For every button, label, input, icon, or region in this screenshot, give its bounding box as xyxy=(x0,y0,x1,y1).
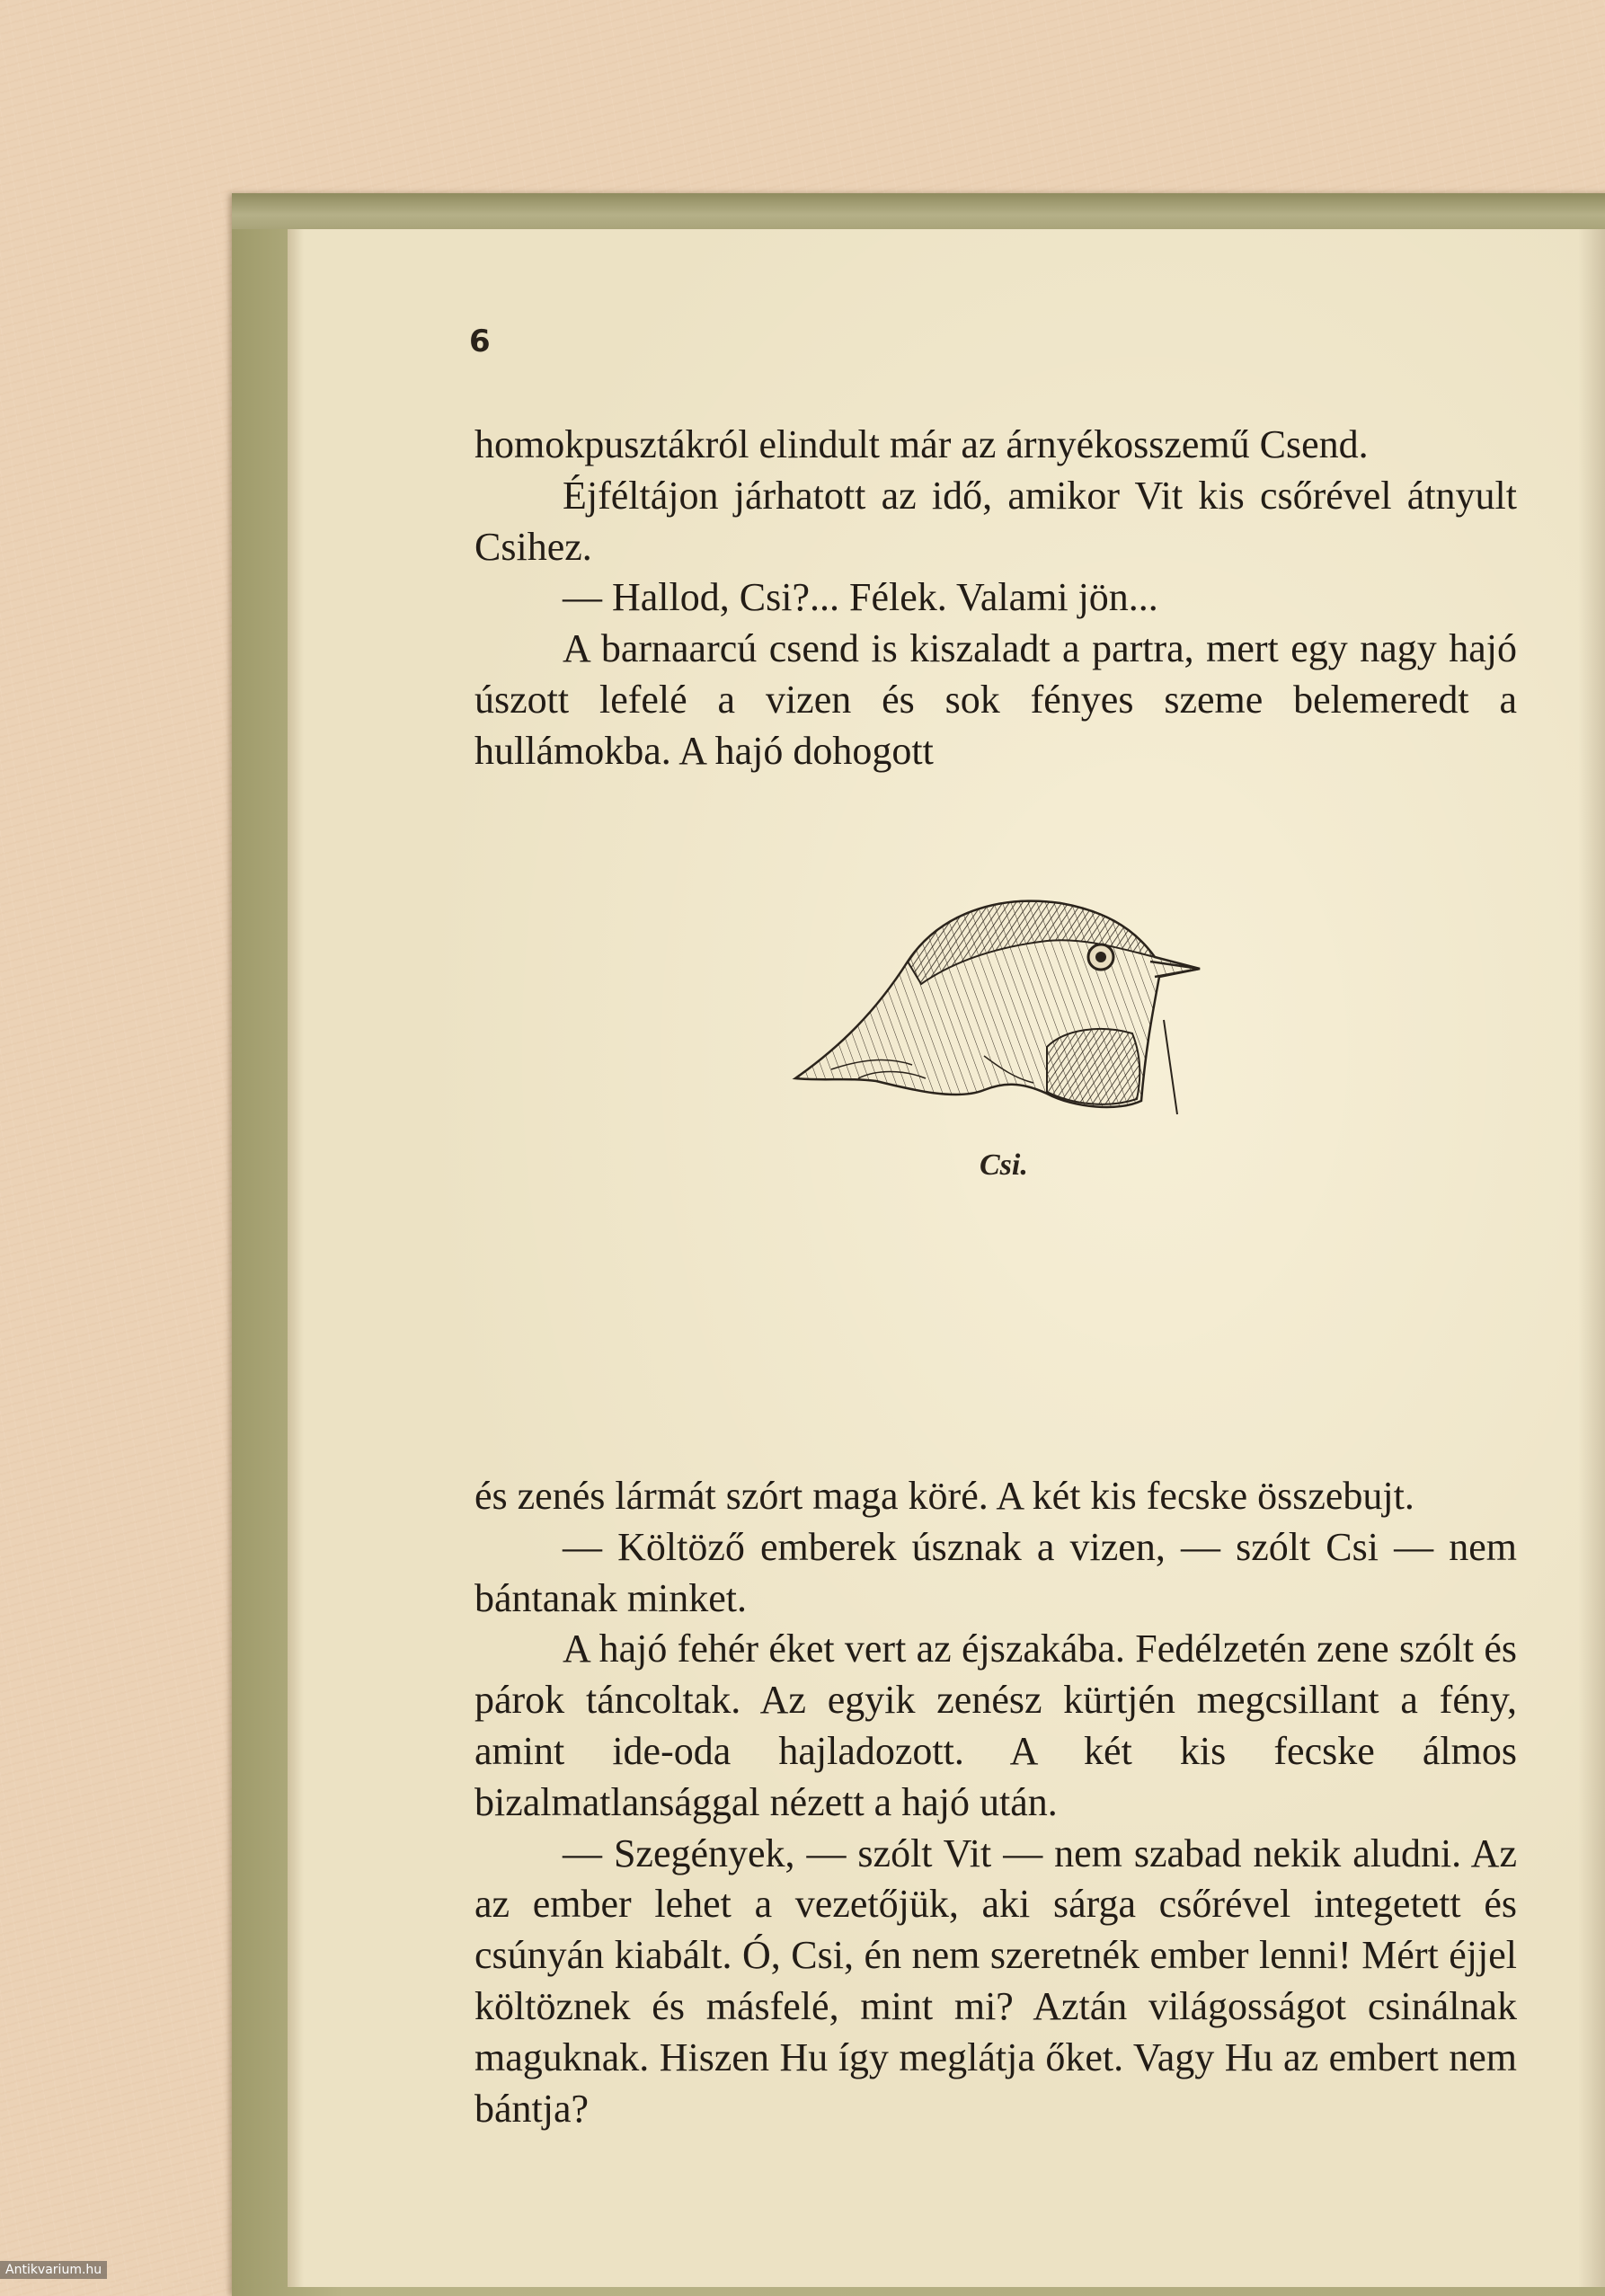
paragraph: homokpusztákról elindult már az árnyékosszemű Csend. xyxy=(474,422,1369,466)
paragraph: A hajó fehér éket vert az éjszakába. Fedélzetén zene szólt és párok táncoltak. Az egyik zenész kürtjén megcsillant a fény, amint ide-oda hajladozott. A két kis fecske álmos bizalmatlansággal nézett a hajó után. xyxy=(474,1627,1517,1824)
paragraph: — Hallod, Csi?... Félek. Valami jön... xyxy=(563,575,1158,620)
watermark: Antikvarium.hu xyxy=(0,2261,107,2279)
page-number: 6 xyxy=(469,324,491,359)
paragraph: A barnaarcú csend is kiszaladt a partra, mert egy nagy hajó úszott lefelé a vizen és sok fényes szeme belemeredt a hullámokba. A hajó dohogott xyxy=(474,626,1517,773)
book-page xyxy=(288,229,1605,2287)
paragraph: és zenés lármát szórt maga köré. A két kis fecske összebujt. xyxy=(474,1474,1414,1518)
book-top-edge xyxy=(232,193,1605,229)
page-gutter-shadow xyxy=(1578,229,1605,2287)
illustration-caption: Csi. xyxy=(980,1148,1028,1182)
paragraph: — Szegények, — szólt Vit — nem szabad nekik aludni. Az az ember lehet a vezetőjük, aki sárga csőrével integetett és csúnyán kiabált. Ó, Csi, én nem szeretnék ember lenni! Mért éjjel költöznek és másfelé, mint mi? Aztán világosságot csinálnak maguknak. Hiszen Hu így meglátja őket. Vagy Hu az embert nem bántja? xyxy=(474,1831,1517,2131)
text-block-bottom xyxy=(474,1471,1517,2134)
paragraph: — Költöző emberek úsznak a vizen, — szólt Csi — nem bántanak minket. xyxy=(474,1524,1517,1620)
text-block-top xyxy=(474,420,1517,777)
paragraph: Éjféltájon járhatott az idő, amikor Vit kis csőrével átnyult Csihez. xyxy=(474,473,1517,569)
bird-head-illustration xyxy=(777,876,1245,1164)
